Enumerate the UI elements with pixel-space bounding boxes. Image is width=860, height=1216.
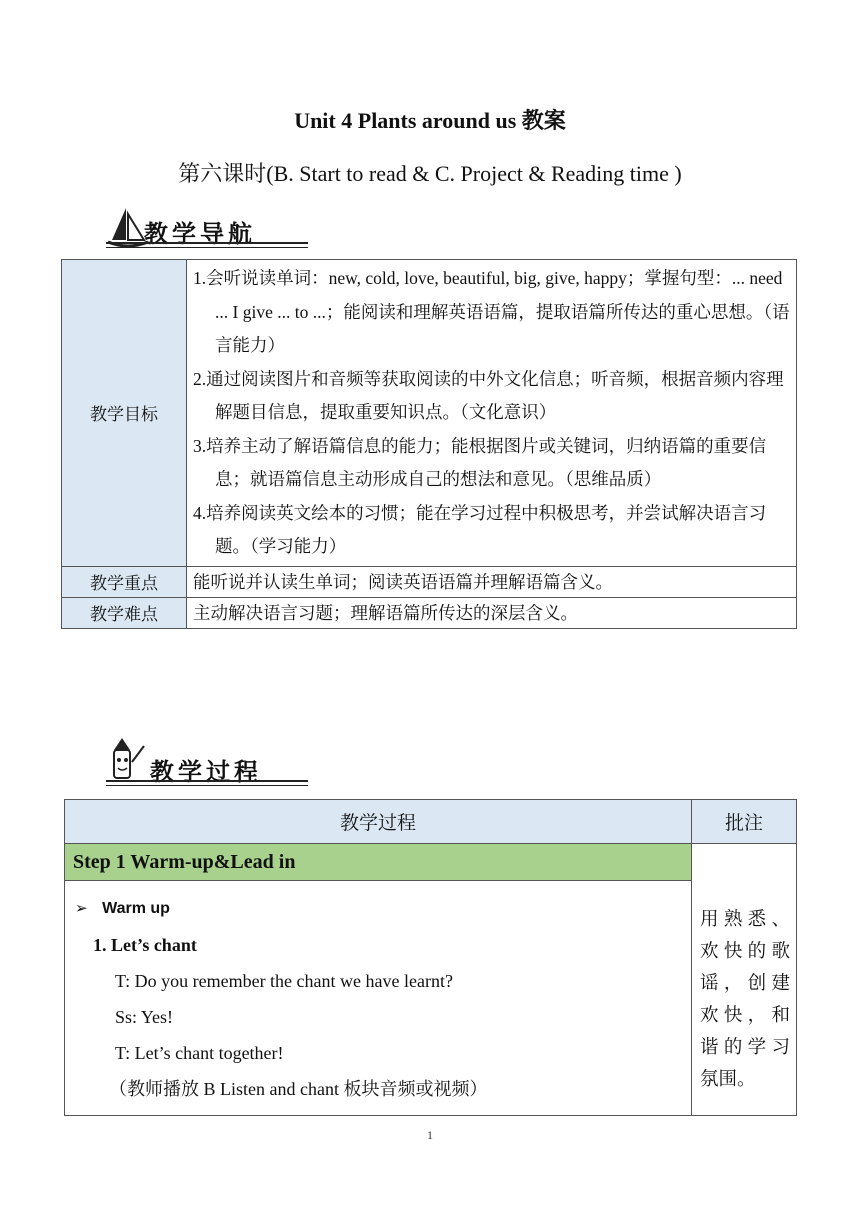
goals-cell [187,260,797,567]
process-section-heading [98,742,308,794]
step-content-row [65,881,797,1116]
dialogue-line: Ss: Yes! [115,1007,174,1027]
process-column-header: 教学过程 [65,800,692,844]
process-heading-label: 教学过程 [150,758,262,786]
process-table [64,799,797,1116]
key-points-label: 教学重点 [62,566,187,597]
bullet-item [75,889,681,927]
step-content [65,881,692,1116]
goal-item: 4.培养阅读英文绘本的习惯；能在学习过程中积极思考，并尝试解决语言习题。（学习能力） [193,502,767,556]
goal-item: 3.培养主动了解语篇信息的能力；能根据图片或关键词，归纳语篇的重要信息；就语篇信息主动形成自己的想法和意见。（思维品质） [193,435,767,489]
difficulties-row [62,597,797,628]
difficulties-text: 主动解决语言习题；理解语篇所传达的深层含义。 [187,597,797,628]
key-points-row [62,566,797,597]
dialogue-line: （教师播放 B Listen and chant 板块音频或视频） [109,1079,488,1099]
document-subtitle: 第六课时(B. Start to read & C. Project & Reading time ) [178,161,682,186]
document-title: Unit 4 Plants around us 教案 [294,108,566,133]
difficulties-label: 教学难点 [62,597,187,628]
goal-item: 2.通过阅读图片和音频等获取阅读的中外文化信息；听音频，根据音频内容理解题目信息，提取重要知识点。（文化意识） [193,368,784,422]
process-header-row [65,800,797,844]
heading-underline [106,780,308,786]
dialogue-line: T: Do you remember the chant we have learnt? [115,971,453,991]
activity-title: 1. Let’s chant [93,935,197,955]
notes-column-header: 批注 [692,800,797,844]
nav-heading-label: 教学导航 [144,220,256,248]
arrow-bullet-icon: ➢ [75,899,88,917]
step-row [65,844,797,881]
goals-label: 教学目标 [62,260,187,567]
goal-item: 1.会听说读单词：new, cold, love, beautiful, big, give, happy；掌握句型：... need ... I give ... to ...；能阅读和理解英语语篇，提取语篇所传达的重心思想。（语言能力） [193,268,790,355]
note-cell: 用熟悉、欢快的歌谣，创建欢快，和谐的学习氛围。 [692,844,797,1116]
step-title: Step 1 Warm-up&Lead in [65,844,692,881]
objectives-table [61,259,797,629]
dialogue-line: T: Let’s chant together! [115,1043,284,1063]
nav-section-heading [98,204,308,256]
heading-underline [106,242,308,248]
bullet-text: Warm up [102,900,170,917]
page-number: 1 [427,1128,433,1142]
key-points-text: 能听说并认读生单词；阅读英语语篇并理解语篇含义。 [187,566,797,597]
goals-row [62,260,797,567]
